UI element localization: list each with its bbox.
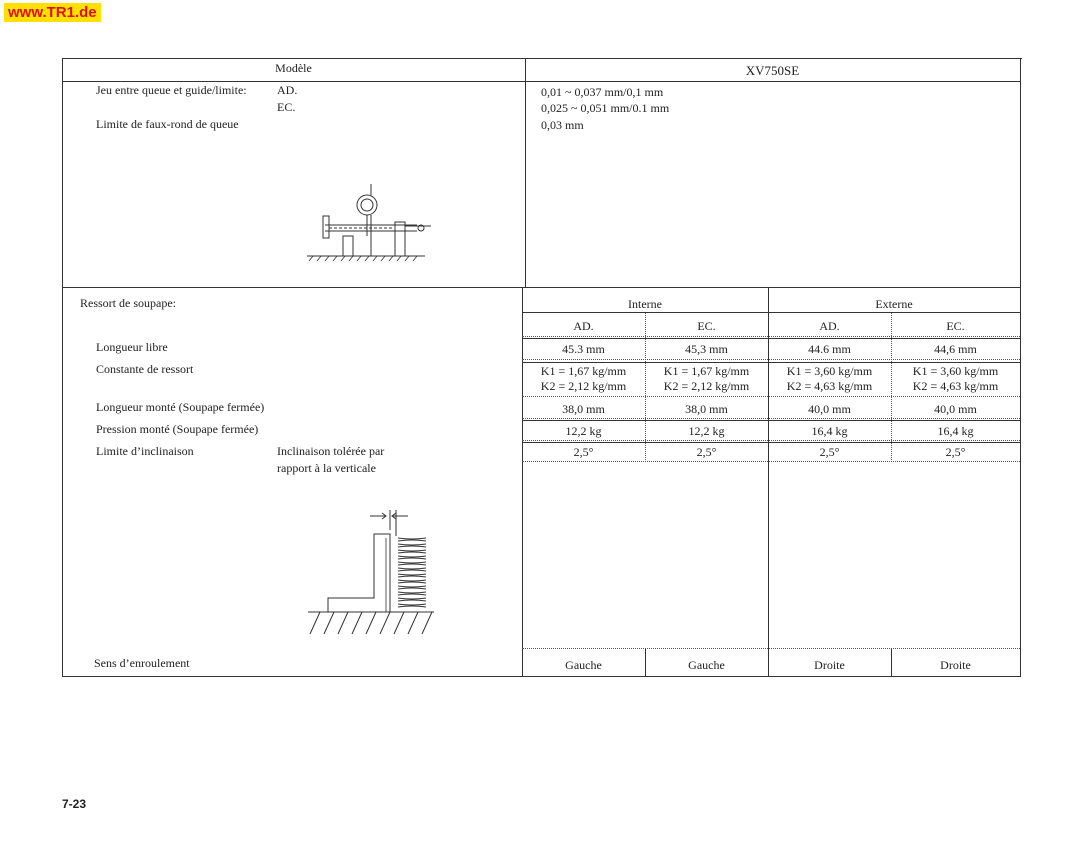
spring-row-divider-5: [522, 461, 1020, 462]
rate-k2-inner-ex: K2 = 2,12 kg/mm: [663, 379, 750, 393]
installed-pressure-inner-in: 12,2 kg: [565, 424, 602, 438]
tilt-outer-in: 2,5°: [819, 445, 840, 459]
table-top-border: [62, 58, 1022, 59]
table-bottom-border: [62, 676, 1020, 677]
winding-inner-ex: Gauche: [688, 658, 725, 672]
watermark: www.TR1.de: [4, 3, 101, 22]
installed-pressure-outer-in: 16,4 kg: [811, 424, 848, 438]
installed-length-inner-in: 38,0 mm: [562, 402, 605, 416]
section-divider: [62, 287, 1020, 288]
runout-value: 0,03 mm: [541, 118, 584, 132]
installed-length-outer-in: 40,0 mm: [808, 402, 851, 416]
runout-label: Limite de faux-rond de queue: [96, 117, 239, 131]
col-head-inner-ex: EC.: [697, 319, 716, 333]
row-label-winding: Sens d’enroulement: [94, 656, 190, 670]
winding-inner-in: Gauche: [565, 658, 602, 672]
spring-row-divider-3b: [522, 420, 1020, 421]
clearance-label: Jeu entre queue et guide/limite:: [96, 83, 247, 97]
installed-length-inner-ex: 38,0 mm: [685, 402, 728, 416]
free-length-outer-ex: 44,6 mm: [934, 342, 977, 356]
winding-outer-ex: Droite: [940, 658, 971, 672]
winding-top-divider: [522, 648, 1020, 649]
page-number: 7-23: [62, 797, 87, 811]
clearance-ex-value: 0,025 ~ 0,051 mm/0.1 mm: [541, 101, 670, 115]
installed-length-outer-ex: 40,0 mm: [934, 402, 977, 416]
clearance-ex-label: EC.: [277, 100, 296, 114]
tilt-inner-ex: 2,5°: [696, 445, 717, 459]
installed-pressure-outer-ex: 16,4 kg: [937, 424, 974, 438]
spring-tilt-illustration: [306, 508, 436, 636]
tilt-outer-ex: 2,5°: [945, 445, 966, 459]
row-label-installed-pressure: Pression monté (Soupape fermée): [96, 422, 259, 436]
spring-group-divider: [522, 312, 1020, 313]
model-value: XV750SE: [745, 63, 800, 78]
row-label-installed-length: Longueur monté (Soupape fermée): [96, 400, 265, 414]
row-label-spring-rate: Constante de ressort: [96, 362, 194, 376]
col-head-outer-in: AD.: [819, 319, 840, 333]
tilt-note-line1: Inclinaison tolérée par: [277, 444, 385, 458]
tilt-note-line2: rapport à la verticale: [277, 461, 376, 475]
free-length-inner-in: 45.3 mm: [562, 342, 605, 356]
group-outer: Externe: [875, 297, 913, 311]
spring-row-divider-2: [522, 396, 1020, 397]
installed-pressure-inner-ex: 12,2 kg: [688, 424, 725, 438]
spring-row-divider-1: [522, 359, 1020, 360]
tilt-inner-in: 2,5°: [573, 445, 594, 459]
spring-row-divider-4: [522, 440, 1020, 441]
spring-row-divider-4b: [522, 442, 1020, 443]
group-inner: Interne: [628, 297, 662, 311]
rate-k2-outer-in: K2 = 4,63 kg/mm: [786, 379, 873, 393]
row-label-free-length: Longueur libre: [96, 340, 168, 354]
winding-outer-in: Droite: [814, 658, 845, 672]
spring-row-divider-3: [522, 418, 1020, 419]
col-head-outer-ex: EC.: [946, 319, 965, 333]
spring-title: Ressort de soupape:: [80, 296, 176, 310]
spring-head-divider-2: [522, 338, 1020, 339]
model-label: Modèle: [275, 61, 312, 75]
rate-k1-outer-in: K1 = 3,60 kg/mm: [786, 364, 873, 378]
col-head-inner-in: AD.: [573, 319, 594, 333]
table-right-border: [1020, 58, 1021, 677]
spring-row-divider-1b: [522, 362, 1020, 363]
clearance-in-label: AD.: [277, 83, 298, 97]
rate-k2-outer-ex: K2 = 4,63 kg/mm: [912, 379, 999, 393]
rate-k1-inner-ex: K1 = 1,67 kg/mm: [663, 364, 750, 378]
free-length-inner-ex: 45,3 mm: [685, 342, 728, 356]
rate-k2-inner-in: K2 = 2,12 kg/mm: [540, 379, 627, 393]
spring-head-divider: [522, 336, 1020, 337]
clearance-in-value: 0,01 ~ 0,037 mm/0,1 mm: [541, 85, 664, 99]
header-divider: [62, 81, 1020, 82]
row-label-tilt-limit: Limite d’inclinaison: [96, 444, 194, 458]
dial-gauge-illustration: [305, 180, 435, 262]
rate-k1-outer-ex: K1 = 3,60 kg/mm: [912, 364, 999, 378]
rate-k1-inner-in: K1 = 1,67 kg/mm: [540, 364, 627, 378]
column-divider-top: [525, 58, 526, 287]
free-length-outer-in: 44.6 mm: [808, 342, 851, 356]
table-left-border: [62, 58, 63, 677]
